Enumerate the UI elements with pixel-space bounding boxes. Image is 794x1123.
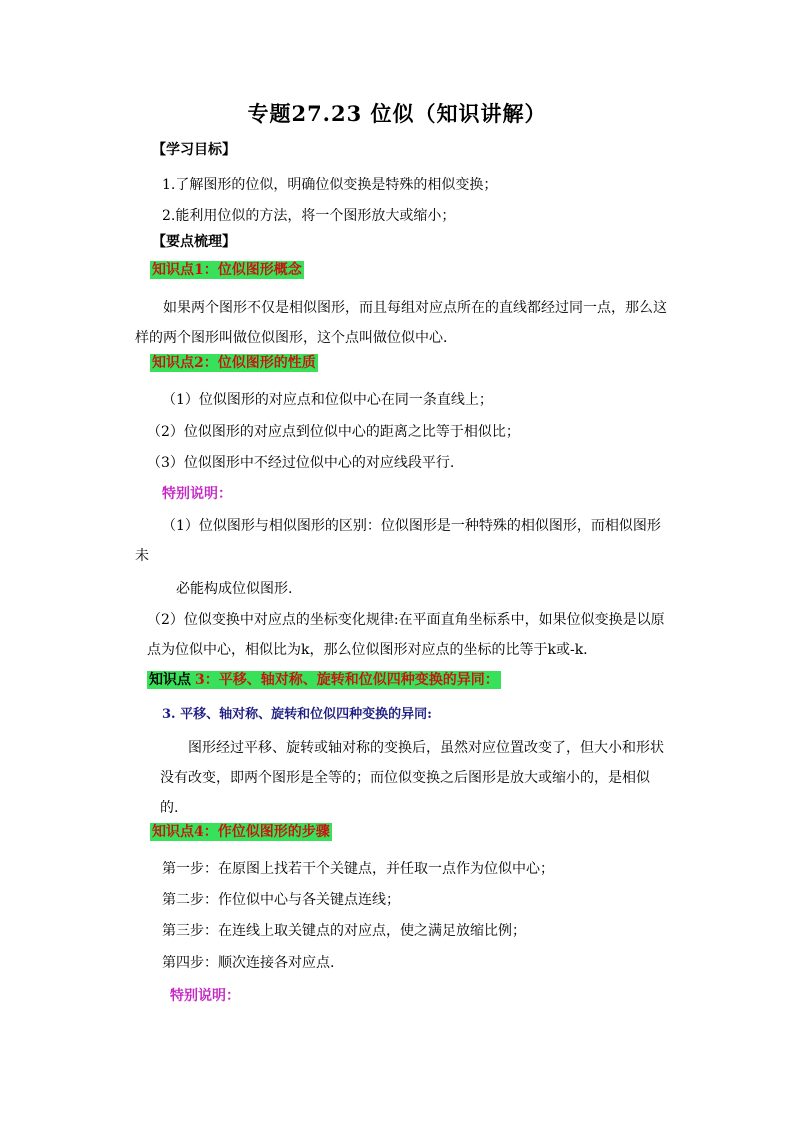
kp2-note2-line2: 点为位似中心，相似比为k，那么位似图形对应点的坐标的比等于k或-k. bbox=[147, 642, 588, 658]
kp1-text-line2: 样的两个图形叫做位似图形，这个点叫做位似中心． bbox=[135, 330, 457, 346]
kp4-step-4: 第四步：顺次连接各对应点. bbox=[162, 955, 335, 971]
kp1-text-line1: 如果两个图形不仅是相似图形，而且每组对应点所在的直线都经过同一点，那么这 bbox=[163, 300, 667, 316]
kp4-step-2: 第二步：作位似中心与各关键点连线； bbox=[162, 892, 400, 908]
kp3-sub-heading: 3. 平移、轴对称、旋转和位似四种变换的异同: bbox=[162, 707, 432, 722]
kp4-note-label: 特别说明： bbox=[170, 988, 240, 1004]
kp2-note-label: 特别说明： bbox=[162, 486, 232, 502]
kp4-label-text: 知识点4：作位似图形的步骤 bbox=[152, 824, 330, 840]
kp3-label-part1-text: 知识点 bbox=[149, 672, 191, 688]
kp2-label bbox=[150, 352, 318, 372]
kp1-label bbox=[150, 259, 304, 279]
kp4-step-3: 第三步：在连线上取关键点的对应点，使之满足放缩比例； bbox=[162, 923, 526, 939]
kp3-text-line1: 图形经过平移、旋转或轴对称的变换后，虽然对应位置改变了，但大小和形状 bbox=[188, 740, 664, 756]
kp2-note2-line1: （2）位似变换中对应点的坐标变化规律:在平面直角坐标系中，如果位似变换是以原 bbox=[147, 612, 665, 628]
objective-item-2: 2.能利用位似的方法，将一个图形放大或缩小； bbox=[162, 208, 456, 224]
kp1-label-text: 知识点1：位似图形概念 bbox=[152, 262, 302, 278]
kp4-label bbox=[150, 821, 332, 841]
kp3-label bbox=[147, 669, 501, 689]
kp2-item-1: （1）位似图形的对应点和位似中心在同一条直线上； bbox=[162, 392, 493, 408]
page-title: 专题27.23 位似（知识讲解） bbox=[247, 101, 547, 126]
kp3-text-line3: 的. bbox=[160, 800, 179, 816]
kp2-label-text: 知识点2：位似图形的性质 bbox=[152, 355, 316, 371]
kp4-step-1: 第一步：在原图上找若干个关键点，并任取一点作为位似中心； bbox=[162, 861, 554, 877]
objectives-heading: 【学习目标】 bbox=[152, 142, 236, 158]
kp2-note1-line1: （1）位似图形与相似图形的区别：位似图形是一种特殊的相似图形，而相似图形 bbox=[162, 518, 661, 534]
objective-item-1: 1.了解图形的位似，明确位似变换是特殊的相似变换； bbox=[162, 177, 498, 193]
kp3-text-line2: 没有改变，即两个图形是全等的；而位似变换之后图形是放大或缩小的，是相似 bbox=[160, 770, 650, 786]
kp2-note1-line3: 必能构成位似图形. bbox=[176, 581, 293, 597]
kp3-label-part2: 3：平移、轴对称、旋转和位似四种变换的异同： bbox=[195, 672, 499, 688]
kp2-item-2: （2）位似图形的对应点到位似中心的距离之比等于相似比； bbox=[147, 424, 520, 440]
kp2-item-3: （3）位似图形中不经过位似中心的对应线段平行. bbox=[147, 455, 455, 471]
kp3-label-part1 bbox=[147, 671, 193, 689]
kp2-note1-line2: 未 bbox=[135, 548, 149, 564]
key-points-heading: 【要点梳理】 bbox=[152, 234, 236, 250]
